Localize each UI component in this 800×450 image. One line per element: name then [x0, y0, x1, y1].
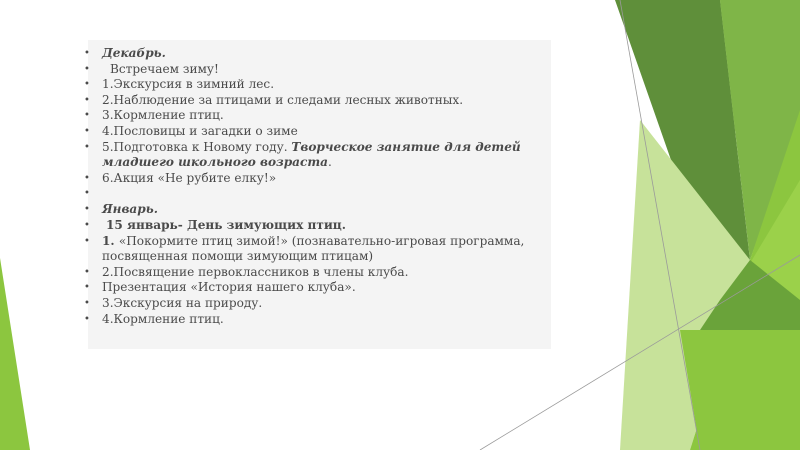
list-item-text	[102, 93, 463, 107]
list-item-prefix: 6.Акция «Не рубите елку!»	[102, 170, 277, 185]
bullet-icon: •	[84, 48, 90, 59]
bullet-icon: •	[84, 266, 90, 278]
list-item-text	[102, 265, 408, 279]
list-item-text	[102, 296, 262, 310]
list-item	[84, 186, 550, 202]
bullet-icon: •	[84, 313, 90, 325]
bullet-icon: •	[84, 219, 90, 231]
list-item-text	[102, 124, 298, 138]
list-item	[84, 77, 550, 93]
list-item-text	[102, 46, 166, 60]
bullet-icon: •	[84, 63, 90, 75]
list-item-prefix: 3.Кормление птиц.	[102, 108, 224, 123]
list-item	[84, 218, 550, 234]
list-item-text	[102, 171, 276, 185]
list-item	[84, 296, 550, 312]
list-item	[84, 280, 550, 296]
bullet-icon: •	[84, 110, 90, 122]
bullet-icon: •	[84, 141, 90, 153]
bullet-icon: •	[84, 79, 90, 91]
list-item	[84, 140, 550, 171]
list-item-text	[102, 280, 356, 294]
bullet-icon: •	[84, 297, 90, 309]
list-item-prefix: 2.Посвящение первоклассников в члены клуба.	[102, 264, 409, 279]
right-facet-low	[680, 330, 800, 450]
list-item-prefix: 5.Подготовка к Новому году.	[102, 139, 292, 154]
list-item-text	[102, 312, 224, 326]
list-item-prefix: Встречаем зиму!	[110, 61, 219, 76]
list-item-text	[102, 234, 524, 264]
list-item-emph: Декабрь.	[102, 46, 166, 60]
bullet-icon: •	[84, 172, 90, 184]
list-item	[84, 171, 550, 187]
left-green-sliver	[0, 258, 30, 450]
bullet-icon: •	[84, 188, 90, 200]
bullet-icon: •	[84, 125, 90, 137]
list-item-text	[102, 202, 158, 216]
list-item-text	[102, 77, 274, 91]
list-item-prefix: 1.Экскурсия в зимний лес.	[102, 77, 275, 92]
list-item	[84, 93, 550, 109]
list-item	[84, 202, 550, 218]
list-item-prefix: 1.	[102, 233, 119, 248]
list-item-prefix: Презентация «История нашего клуба».	[102, 280, 356, 295]
bullet-icon: •	[84, 204, 90, 216]
list-item-after: «Покормите птиц зимой!» (познавательно-игровая программа, посвященная помощи зимующим птицам)	[102, 233, 525, 264]
list-item-text	[102, 108, 224, 122]
list-item	[84, 124, 550, 140]
list-item	[84, 265, 550, 281]
list-item-text	[102, 140, 521, 170]
list-item	[84, 312, 550, 328]
list-item	[84, 108, 550, 124]
list-item	[84, 46, 550, 62]
list-item-prefix: 4.Пословицы и загадки о зиме	[102, 123, 298, 138]
bullet-icon: •	[84, 282, 90, 294]
list-item-prefix: 4.Кормление птиц.	[102, 311, 224, 326]
list-item	[84, 62, 550, 78]
list-item-prefix: 3.Экскурсия на природу.	[102, 295, 263, 310]
list-item-text	[102, 218, 346, 232]
bullet-icon: •	[84, 235, 90, 247]
plan-list	[84, 46, 550, 327]
list-item-emph: Творческое занятие для детей младшего школьного возраста	[102, 139, 521, 170]
list-item-after: .	[328, 155, 332, 170]
list-item-prefix: 15 январь- День зимующих птиц.	[106, 217, 346, 232]
list-item-emph: Январь.	[102, 202, 158, 217]
bullet-icon: •	[84, 94, 90, 106]
list-item-prefix: 2.Наблюдение за птицами и следами лесных животных.	[102, 92, 464, 107]
list-item-text	[102, 62, 219, 76]
list-item	[84, 234, 550, 265]
